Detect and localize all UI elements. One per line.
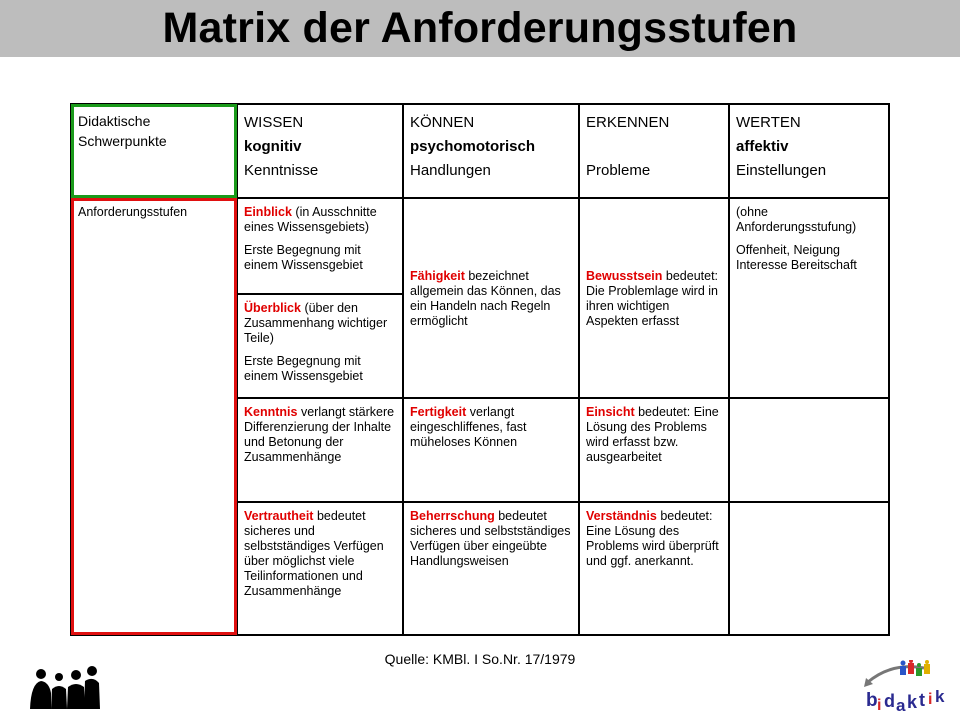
term-kenntnis: Kenntnis [244, 405, 298, 419]
didaktik-logo-icon [862, 660, 952, 718]
desc-faehigkeit: bezeichnet allgemein das Können, das ein Handeln nach Regeln ermöglicht [410, 269, 561, 328]
row-label-anforderungsstufen: Anforderungsstufen [71, 198, 237, 635]
header-werten-domain: affektiv [736, 138, 789, 155]
desc-einsicht: bedeutet: Eine Lösung des Problems wird erfasst bzw. ausgearbeitet [586, 405, 719, 464]
header-erkennen [579, 104, 729, 198]
header-koennen [403, 104, 579, 198]
term-ueberblick: Überblick [244, 301, 301, 315]
header-erkennen-focus: Probleme [586, 162, 651, 179]
header-wissen-domain: kognitiv [244, 138, 302, 155]
term-vertrautheit: Vertrautheit [244, 509, 314, 523]
header-erkennen-spacer [586, 135, 724, 159]
werten-text: Offenheit, Neigung Interesse Bereitschaft [736, 243, 857, 272]
cell-werten-empty-2 [729, 502, 889, 635]
desc-fertigkeit: verlangt eingeschliffenes, fast müheloses Können [410, 405, 527, 449]
header-koennen-title: KÖNNEN [410, 114, 475, 131]
table-row [71, 198, 889, 294]
logo-letter-1: b [866, 690, 878, 711]
page-title: Matrix der Anforderungsstufen [162, 4, 798, 52]
logo-letter-6: t [919, 690, 925, 710]
logo-letter-7: i [928, 691, 933, 708]
logo-letter-5: k [907, 692, 918, 712]
werten-note: (ohne Anforderungsstufung) [736, 205, 857, 234]
cell-werten-stufen [729, 198, 889, 398]
cell-einblick [237, 198, 403, 294]
requirements-matrix [70, 103, 890, 636]
cell-werten-empty-1 [729, 398, 889, 502]
header-row [71, 104, 889, 198]
group-people-icon [29, 665, 101, 709]
term-bewusstsein: Bewusstsein [586, 269, 663, 283]
term-einblick: Einblick [244, 205, 292, 219]
cell-bewusstsein [579, 198, 729, 398]
term-fertigkeit: Fertigkeit [410, 405, 467, 419]
header-wissen-focus: Kenntnisse [244, 162, 319, 179]
desc-beherrschung: bedeutet sicheres und selbstständiges Verfügen über eingeübte Handlungsweisen [410, 509, 571, 568]
logo-letter-4: a [896, 696, 906, 715]
cell-beherrschung [403, 502, 579, 635]
cell-faehigkeit [403, 198, 579, 398]
cell-einsicht [579, 398, 729, 502]
cell-ueberblick [237, 294, 403, 398]
cell-fertigkeit [403, 398, 579, 502]
header-didaktische-schwerpunkte: Didaktische Schwerpunkte [71, 104, 237, 198]
term-einsicht: Einsicht [586, 405, 635, 419]
header-werten-focus: Einstellungen [736, 162, 827, 179]
header-koennen-focus: Handlungen [410, 162, 491, 179]
desc-einblick-second: Erste Begegnung mit einem Wissensgebiet [244, 243, 363, 272]
cell-verstaendnis [579, 502, 729, 635]
desc-kenntnis: verlangt stärkere Differenzierung der Inhalte und Betonung der Zusammenhänge [244, 405, 395, 464]
cell-kenntnis [237, 398, 403, 502]
cell-vertrautheit [237, 502, 403, 635]
desc-ueberblick-second: Erste Begegnung mit einem Wissensgebiet [244, 354, 363, 383]
header-wissen [237, 104, 403, 198]
desc-vertrautheit: bedeutet sicheres und selbstständiges Verfügen über möglichst viele Teilinformationen und Zusammenhänge [244, 509, 384, 598]
logo-letter-8: k [935, 687, 945, 706]
header-werten [729, 104, 889, 198]
desc-verstaendnis: bedeutet: Eine Lösung des Problems wird überprüft und ggf. anerkannt. [586, 509, 719, 568]
source-citation: Quelle: KMBl. I So.Nr. 17/1979 [384, 651, 576, 667]
term-beherrschung: Beherrschung [410, 509, 495, 523]
term-faehigkeit: Fähigkeit [410, 269, 465, 283]
header-wissen-title: WISSEN [244, 114, 304, 131]
desc-bewusstsein: bedeutet: Die Problemlage wird in ihren wichtigen Aspekten erfasst [586, 269, 719, 328]
desc-ueberblick: (über den Zusammenhang wichtiger Teile) [244, 301, 388, 345]
desc-einblick: (in Ausschnitte eines Wissensgebiets) [244, 205, 377, 234]
header-koennen-domain: psychomotorisch [410, 138, 536, 155]
header-werten-title: WERTEN [736, 114, 801, 131]
header-erkennen-title: ERKENNEN [586, 114, 670, 131]
logo-letter-2: i [877, 697, 882, 714]
term-verstaendnis: Verständnis [586, 509, 657, 523]
logo-letter-3: d [884, 691, 895, 711]
